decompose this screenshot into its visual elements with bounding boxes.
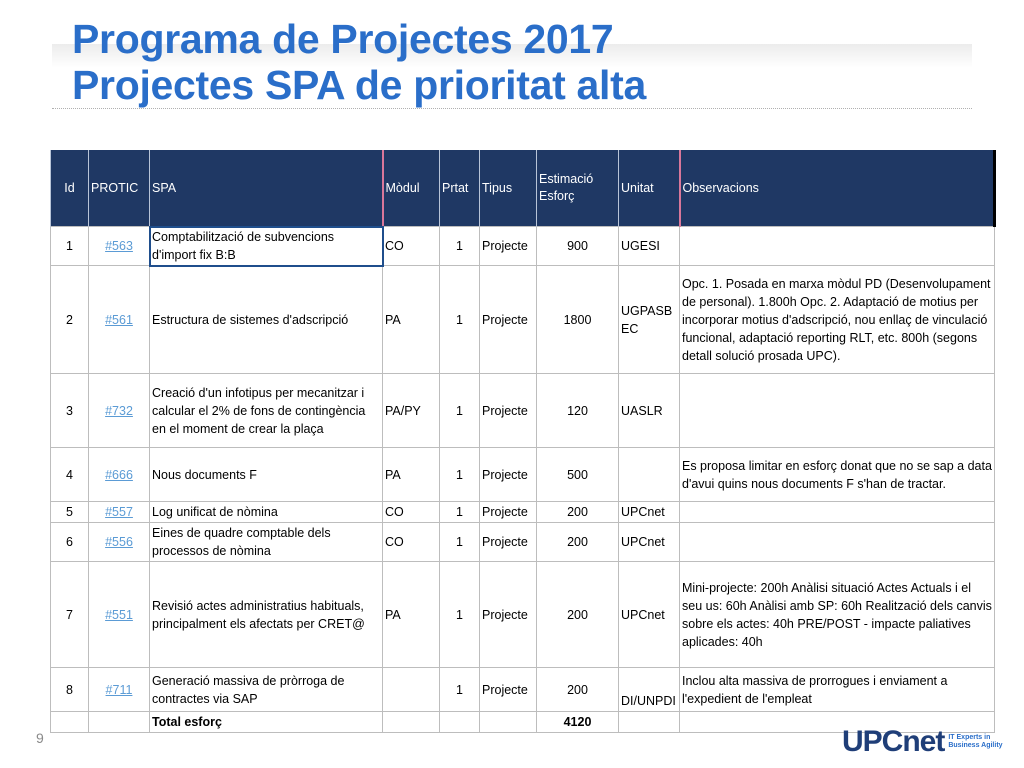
cell-protic[interactable] [89, 374, 150, 448]
cell-spa[interactable]: Creació d'un infotipus per mecanitzar i calcular el 2% de fons de contingència en el moment de crear la plaça [150, 374, 383, 448]
cell-observacions[interactable] [680, 502, 995, 523]
cell-id[interactable]: 5 [51, 502, 89, 523]
cell-estimacio[interactable]: 200 [537, 562, 619, 668]
cell-id[interactable]: 8 [51, 668, 89, 712]
upcnet-logo [842, 726, 1003, 758]
cell-prtat[interactable]: 1 [440, 562, 480, 668]
table-row [51, 374, 995, 448]
protic-link[interactable]: #551 [105, 607, 133, 622]
cell-empty[interactable] [440, 712, 480, 733]
table-row [51, 502, 995, 523]
cell-empty[interactable] [89, 712, 150, 733]
col-header-id[interactable]: Id [51, 150, 89, 227]
logo-tagline-line-1: IT Experts in [948, 734, 991, 741]
protic-link[interactable]: #711 [105, 682, 133, 697]
protic-link[interactable]: #556 [105, 535, 133, 549]
cell-observacions[interactable]: Opc. 1. Posada en marxa mòdul PD (Desenvolupament de personal). 1.800h Opc. 2. Adaptació de motius per incorporar motius d'adscripció, nou enllaç de vinculació funcional, adaptació reporting RLT, etc. 800h (segons detall solució prosada UPC). [680, 266, 995, 374]
cell-unitat[interactable]: UGPASBEC [619, 266, 680, 374]
page-number: 9 [36, 730, 44, 746]
cell-unitat[interactable]: DI/UNPDI [619, 668, 680, 712]
cell-estimacio[interactable]: 500 [537, 448, 619, 502]
total-label[interactable]: Total esforç [150, 712, 383, 733]
table-header-row [51, 150, 995, 227]
title-divider [52, 108, 972, 109]
cell-protic[interactable] [89, 562, 150, 668]
cell-tipus[interactable]: Projecte [480, 523, 537, 562]
cell-prtat[interactable]: 1 [440, 227, 480, 266]
col-header-prtat[interactable]: Prtat [440, 150, 480, 227]
logo-wordmark: UPCnet [842, 725, 945, 758]
table-row [51, 448, 995, 502]
cell-unitat[interactable]: UPCnet [619, 562, 680, 668]
cell-spa[interactable]: Revisió actes administratius habituals, principalment els afectats per CRET@ [150, 562, 383, 668]
cell-estimacio[interactable]: 200 [537, 502, 619, 523]
cell-empty[interactable] [383, 712, 440, 733]
protic-link[interactable]: #563 [105, 239, 133, 253]
table-row [51, 266, 995, 374]
cell-protic[interactable] [89, 227, 150, 266]
cell-tipus[interactable]: Projecte [480, 448, 537, 502]
cell-spa[interactable]: Log unificat de nòmina [150, 502, 383, 523]
cell-modul[interactable]: PA/PY [383, 374, 440, 448]
col-header-observacions[interactable]: Observacions [680, 150, 995, 227]
cell-unitat[interactable]: UPCnet [619, 523, 680, 562]
cell-observacions[interactable]: Es proposa limitar en esforç donat que no se sap a data d'avui quins nous documents F s'han de tractar. [680, 448, 995, 502]
cell-tipus[interactable]: Projecte [480, 668, 537, 712]
cell-prtat[interactable]: 1 [440, 668, 480, 712]
table-row [51, 227, 995, 266]
cell-tipus[interactable]: Projecte [480, 502, 537, 523]
cell-estimacio[interactable]: 200 [537, 523, 619, 562]
cell-observacions[interactable] [680, 374, 995, 448]
cell-modul[interactable]: PA [383, 266, 440, 374]
cell-prtat[interactable]: 1 [440, 502, 480, 523]
cell-observacions[interactable]: Mini-projecte: 200h Anàlisi situació Actes Actuals i el seu us: 60h Anàlisi amb SP: 60h Realització dels canvis sobre els actes: 40h PRE/POST - impacte paliatives aplicades: 40h [680, 562, 995, 668]
col-header-protic[interactable]: PROTIC [89, 150, 150, 227]
cell-protic[interactable] [89, 502, 150, 523]
cell-spa[interactable]: Eines de quadre comptable dels processos de nòmina [150, 523, 383, 562]
cell-modul[interactable]: PA [383, 562, 440, 668]
cell-estimacio[interactable]: 200 [537, 668, 619, 712]
cell-empty[interactable] [619, 712, 680, 733]
cell-unitat[interactable]: UASLR [619, 374, 680, 448]
cell-protic[interactable] [89, 523, 150, 562]
cell-modul[interactable]: CO [383, 523, 440, 562]
cell-spa[interactable]: Estructura de sistemes d'adscripció [150, 266, 383, 374]
col-header-tipus[interactable]: Tipus [480, 150, 537, 227]
cell-prtat[interactable]: 1 [440, 523, 480, 562]
cell-id[interactable]: 2 [51, 266, 89, 374]
cell-empty[interactable] [480, 712, 537, 733]
table-row [51, 668, 995, 712]
table-row [51, 523, 995, 562]
col-header-estimacio[interactable]: Estimació Esforç [537, 150, 619, 227]
logo-tagline-line-2: Business Agility [948, 742, 1003, 749]
col-header-modul[interactable]: Mòdul [383, 150, 440, 227]
cell-spa[interactable]: Comptabilització de subvencions d'import fix B:B [150, 227, 383, 266]
cell-tipus[interactable]: Projecte [480, 374, 537, 448]
cell-spa[interactable]: Generació massiva de pròrroga de contractes via SAP [150, 668, 383, 712]
cell-protic[interactable] [89, 668, 150, 712]
cell-spa[interactable]: Nous documents F [150, 448, 383, 502]
cell-estimacio[interactable]: 120 [537, 374, 619, 448]
protic-link[interactable]: #732 [105, 403, 133, 418]
cell-id[interactable]: 6 [51, 523, 89, 562]
cell-unitat[interactable]: UGESI [619, 227, 680, 266]
page-title [72, 16, 646, 108]
logo-tagline [948, 734, 1002, 750]
cell-protic[interactable] [89, 448, 150, 502]
col-header-unitat[interactable]: Unitat [619, 150, 680, 227]
col-header-spa[interactable]: SPA [150, 150, 383, 227]
cell-tipus[interactable]: Projecte [480, 227, 537, 266]
projects-table [50, 150, 996, 733]
cell-modul[interactable] [383, 668, 440, 712]
cell-prtat[interactable]: 1 [440, 448, 480, 502]
cell-estimacio[interactable]: 1800 [537, 266, 619, 374]
title-line-1: Programa de Projectes 2017 [72, 16, 614, 62]
protic-link[interactable]: #561 [105, 312, 133, 327]
protic-link[interactable]: #666 [105, 467, 133, 482]
cell-protic[interactable] [89, 266, 150, 374]
cell-modul[interactable]: CO [383, 502, 440, 523]
table-row [51, 562, 995, 668]
cell-prtat[interactable]: 1 [440, 374, 480, 448]
cell-empty[interactable] [51, 712, 89, 733]
cell-id[interactable]: 4 [51, 448, 89, 502]
cell-id[interactable]: 1 [51, 227, 89, 266]
cell-unitat[interactable]: UPCnet [619, 502, 680, 523]
cell-tipus[interactable]: Projecte [480, 562, 537, 668]
cell-unitat[interactable] [619, 448, 680, 502]
cell-estimacio[interactable]: 900 [537, 227, 619, 266]
cell-tipus[interactable]: Projecte [480, 266, 537, 374]
cell-prtat[interactable]: 1 [440, 266, 480, 374]
cell-modul[interactable]: CO [383, 227, 440, 266]
cell-observacions[interactable] [680, 227, 995, 266]
cell-id[interactable]: 3 [51, 374, 89, 448]
cell-observacions[interactable]: Inclou alta massiva de prorrogues i enviament a l'expedient de l'empleat [680, 668, 995, 712]
title-line-2: Projectes SPA de prioritat alta [72, 62, 646, 108]
cell-modul[interactable]: PA [383, 448, 440, 502]
protic-link[interactable]: #557 [105, 505, 133, 519]
total-value[interactable]: 4120 [537, 712, 619, 733]
cell-observacions[interactable] [680, 523, 995, 562]
cell-id[interactable]: 7 [51, 562, 89, 668]
